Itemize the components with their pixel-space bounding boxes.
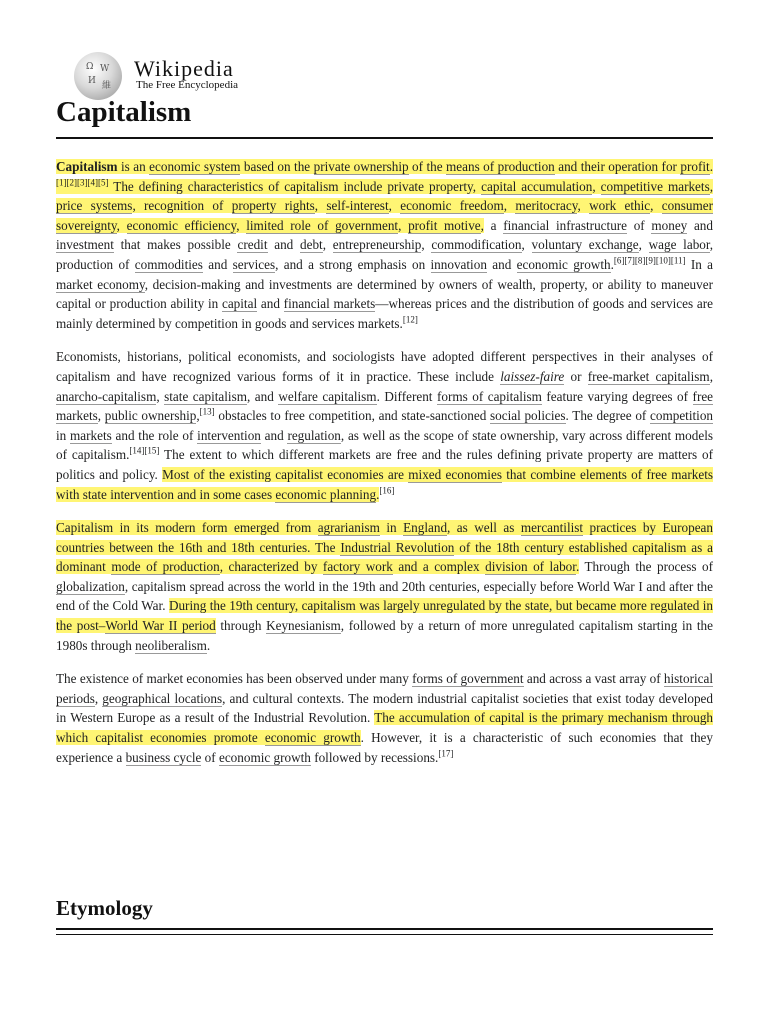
page-title: Capitalism	[56, 96, 192, 128]
paragraph-2: Economists, historians, political economists, and sociologists have adopted different perspectives in their analyses of capitalism and have recognized various forms of it in practice. These include laissez-faire or free-market capitalism, anarcho-capitalism, state capitalism, and welfare capitalism. Different forms of capitalism feature varying degrees of free markets, public ownership,[13] obstacles to free competition, and state-sanctioned social policies. The degree of competition in markets and the role of intervention and regulation, as well as the scope of state ownership, vary across different models of capitalism.[14][15] The extent to which different markets are free and the rules defining private property are matters of politics and policy. Most of the existing capitalist economies are mixed economies that combine elements of free markets with state intervention and in some cases economic planning.[16]	[56, 349, 714, 502]
section-divider-upper	[56, 928, 713, 930]
paragraph-4: The existence of market economies has been observed under many forms of government and across a vast array of historical periods, geographical locations, and cultural contexts. The modern industrial capitalist societies that exist today developed in Western Europe as a result of the Industrial Revolution. The accumulation of capital is the primary mechanism through which capitalist economies promote economic growth. However, it is a characteristic of such economies that they experience a business cycle of economic growth followed by recessions.[17]	[56, 671, 714, 765]
wikipedia-logo[interactable]	[74, 52, 254, 98]
title-divider	[56, 137, 713, 139]
article-body	[56, 157, 713, 781]
wikipedia-globe-icon: Ω W И 維	[74, 52, 122, 100]
paragraph-1: Capitalism is an economic system based on the private ownership of the means of production and their operation for profit.[1][2][3][4][5] The defining characteristics of capitalism include private property, capital accumulation, competitive markets, price systems, recognition of property rights, self-interest, economic freedom, meritocracy, work ethic, consumer sovereignty, economic efficiency, limited role of government, profit motive, a financial infrastructure of money and investment that makes possible credit and debt, entrepreneurship, commodification, voluntary exchange, wage labor, production of commodities and services, and a strong emphasis on innovation and economic growth.[6][7][8][9][10][11] In a market economy, decision-making and investments are determined by owners of wealth, property, or ability to maneuver capital or production ability in capital and financial markets—whereas prices and the distribution of goods and services are mainly determined by competition in goods and services markets.[12]	[56, 159, 714, 331]
paragraph-3: Capitalism in its modern form emerged from agrarianism in England, as well as mercantilist practices by European countries between the 16th and 18th centuries. The Industrial Revolution of the 18th century established capitalism as a dominant mode of production, characterized by factory work and a complex division of labor. Through the process of globalization, capitalism spread across the world in the 19th and 20th centuries, especially before World War I and after the end of the Cold War. During the 19th century, capitalism was largely unregulated by the state, but became more regulated in the post–World War II period through Keynesianism, followed by a return of more unregulated capitalism starting in the 1980s through neoliberalism.	[56, 520, 713, 653]
wikipedia-tagline: The Free Encyclopedia	[136, 79, 239, 91]
section-heading-etymology: Etymology	[56, 896, 153, 920]
wikipedia-wordmark: Wikipedia	[134, 56, 234, 81]
section-divider-lower	[56, 934, 713, 935]
